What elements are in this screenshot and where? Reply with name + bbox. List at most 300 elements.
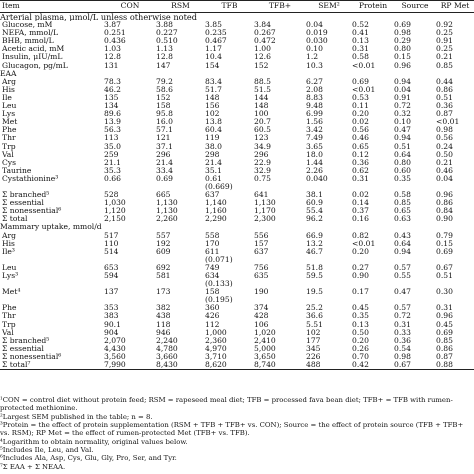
table-cell: 558 [205,231,220,240]
table-cell: 360 [205,304,220,313]
table-cell: 0.24 [436,142,453,151]
row-label: Leu [2,102,17,111]
table-cell: 60.5 [254,126,271,135]
table-row [0,102,474,110]
table-cell: 8,620 [205,361,254,370]
empty-cell [394,256,436,264]
table-cell: 438 [156,312,171,321]
table-cell: 0.25 [436,45,453,54]
table-cell: 0.14 [352,199,369,208]
empty-cell [156,183,205,191]
table-cell: 3.88 [156,21,173,30]
table-cell: 0.46 [352,134,369,143]
table-cell: 428 [254,312,269,321]
table-cell: 0.60 [394,166,411,175]
empty-cell [352,280,394,288]
table-cell: 0.11 [352,102,369,111]
table-cell: 0.56 [436,134,453,143]
table-cell: 0.91 [394,93,411,102]
table-cell: 56.3 [104,126,121,135]
table-cell: 0.69 [394,21,411,30]
table-cell: 0.46 [436,166,453,175]
table-cell: 1.2 [306,53,319,62]
table-cell: 0.80 [394,158,411,167]
table-cell: 0.51 [436,93,453,102]
table-cell: 0.55 [394,272,411,280]
table-cell: 0.35 [394,174,411,183]
table-cell: <0.01 [352,239,376,248]
empty-cell [394,280,436,288]
table-cell: 5,000 [254,344,276,353]
row-label: His [2,239,15,248]
table-row [0,53,474,61]
footnote: ⁶Includes Ala, Asp, Cys, Glu, Gly, Pro, Ser, and Tyr. [0,454,177,463]
row-label: BHB, mmol/L [2,37,54,46]
table-cell: 2,150 [104,215,126,224]
table-cell: 2,360 [205,336,227,345]
table-cell: 0.02 [352,191,369,200]
table-cell: 0.44 [436,77,453,86]
table-cell: 296 [254,150,269,159]
table-cell: 46.2 [104,85,121,94]
table-cell: 0.70 [352,352,369,361]
table-cell: 35.3 [104,166,121,175]
row-label: Glucose, mM [2,21,53,30]
table-cell: 13.2 [306,239,323,248]
table-cell: 0.87 [436,110,453,119]
table-cell: 95.8 [156,110,173,119]
table-cell: 0.30 [436,288,453,297]
table-cell: 1.00 [254,45,271,54]
table-cell: 131 [104,61,119,70]
table-cell: 22.9 [254,158,271,167]
table-cell: 90.1 [104,320,121,329]
table-cell: 0.15 [436,239,453,248]
table-cell: 0.98 [394,352,411,361]
table-cell: 0.10 [394,118,411,127]
table-cell: 0.235 [205,29,227,38]
column-header: CON [104,1,156,13]
table-cell: 0.02 [352,118,369,127]
table-cell: 0.94 [394,134,411,143]
table-row [0,94,474,102]
table-cell: 158 [156,102,171,111]
table-cell: 59.5 [306,272,323,280]
table-cell: 0.65 [352,142,369,151]
table-row [0,159,474,167]
table-cell: 0.37 [352,207,369,216]
table-cell: 79.2 [156,77,173,86]
table-cell: 100 [254,110,269,119]
table-cell: 0.467 [205,37,227,46]
table-cell: 2.08 [306,85,323,94]
table-cell: 0.85 [436,336,453,345]
footnotes [0,394,474,471]
table-row [0,353,474,361]
table-cell: 3.65 [306,142,323,151]
table-cell: 0.86 [436,85,453,94]
table-cell: 57.1 [156,126,173,135]
row-label: Σ total⁷ [0,361,104,370]
footnote: ⁵Includes Ile, Leu, and Val. [0,446,94,455]
table-row [0,126,474,134]
table-cell: 3,560 [104,352,126,361]
table-cell: 0.26 [352,344,369,353]
empty-cell [306,296,352,304]
table-cell: 37.1 [156,142,173,151]
empty-cell [436,296,474,304]
table-cell: 88.5 [254,77,271,86]
table-cell: 528 [104,191,119,200]
table-row [0,329,474,337]
table-row [0,337,474,345]
table-cell: 0.86 [436,199,453,208]
table-cell: 0.85 [436,61,453,70]
table-row [0,232,474,240]
table-cell: 0.94 [394,247,411,256]
empty-cell [0,183,104,191]
table-cell: 1.13 [156,45,173,54]
table-cell: 112 [205,320,220,329]
table-cell: 12.8 [104,53,121,62]
row-label: Thr [2,312,16,321]
table-cell: 298 [205,150,220,159]
footnote: ²Largest SEM published in the table; n = 8. [0,412,153,421]
table-cell: 226 [306,352,321,361]
table-cell: 0.96 [394,61,411,70]
section-header-row [0,70,474,78]
table-cell: 113 [104,134,119,143]
table-cell: 0.82 [352,231,369,240]
table-cell: 0.63 [394,215,411,224]
empty-cell [156,296,205,304]
table-row [0,321,474,329]
footnote: ³Protein = the effect of protein supplementation (RSM + TFB + TFB+ vs. CON); Source = the effect of protein source (TFB + TFB+ vs. RSM); RP Met = the effect of rumen-protected Met (TFB+ vs. TFB). [0,421,464,438]
table-subrow [0,280,474,288]
table-cell: 0.54 [394,344,411,353]
table-cell: 0.45 [436,320,453,329]
table-cell: 6.27 [306,77,323,86]
table-cell: 35.1 [205,166,222,175]
section-title: EAA [0,69,17,78]
table-cell: 0.35 [352,312,369,321]
row-label: Σ essential [2,344,44,353]
column-header: Protein [352,1,394,13]
row-label: Lys³ [2,272,19,280]
table-cell: 2,070 [104,336,126,345]
table-cell: 594 [104,272,119,280]
table-cell: 1,030 [104,199,126,208]
section-title: Mammary uptake, mmol/d [0,223,102,232]
table-cell: 8,740 [254,361,306,370]
table-cell: 382 [156,304,171,313]
table-cell: 0.80 [394,45,411,54]
table-cell: 2.26 [306,166,323,175]
table-cell: <0.01 [352,85,376,94]
table-cell: 0.227 [156,29,178,38]
table-cell: 0.21 [436,158,453,167]
table-cell: 0.31 [436,304,453,313]
table-cell: 0.56 [352,126,369,135]
table-cell: 0.12 [352,150,369,159]
table-cell: 3.87 [104,21,121,30]
table-cell: 904 [104,328,119,337]
table-row [0,272,474,280]
table-cell: 0.94 [394,77,411,86]
table-cell: 147 [156,61,171,70]
table-cell: 0.20 [352,336,369,345]
table-cell: 1,160 [205,207,227,216]
empty-cell [436,256,474,264]
table-cell: 1,130 [156,199,178,208]
table-row [0,199,474,207]
table-row [0,143,474,151]
table-cell: 34.9 [254,142,271,151]
table-row [0,191,474,199]
table-cell: 148 [254,102,269,111]
table-cell: 152 [254,61,269,70]
table-cell: <0.01 [352,61,376,70]
row-label: His [2,85,15,94]
table-row [0,37,474,45]
table-cell: 152 [156,93,171,102]
table-cell: 36.6 [306,312,323,321]
table-cell: 0.32 [394,110,411,119]
table-cell: 13.9 [104,118,121,127]
table-cell: 0.29 [394,37,411,46]
table-cell: 0.64 [394,150,411,159]
table-cell: 556 [254,231,269,240]
table-cell: 0.42 [352,361,394,370]
table-cell: 1,140 [205,199,227,208]
table-cell: 156 [205,102,220,111]
table-cell: 157 [254,239,269,248]
table-cell: 25.2 [306,304,323,313]
table-header-row [0,1,474,13]
table-cell: 177 [306,336,321,345]
table-cell: 0.86 [436,344,453,353]
table-cell: 0.50 [352,328,369,337]
table-row [0,207,474,215]
table-cell: 259 [104,150,119,159]
table-cell: 611 [205,247,220,256]
table-cell: 3.42 [306,126,323,135]
row-label: Acetic acid, mM [2,45,65,54]
table-cell: 8.83 [306,93,323,102]
empty-cell [254,183,306,191]
table-cell: 946 [156,328,171,337]
table-cell: 0.75 [254,174,271,183]
table-cell: 1,120 [104,207,126,216]
table-cell: 7,990 [104,361,156,370]
table-cell: 51.8 [306,263,323,272]
empty-cell [254,296,306,304]
table-row [0,118,474,126]
table-cell: 0.13 [352,320,369,329]
row-label: Phe [2,304,17,313]
table-cell: 345 [306,344,321,353]
table-cell: 296 [156,150,171,159]
table-cell: 0.61 [205,174,222,183]
table-cell: 4,970 [205,344,227,353]
original-value-cell: (0.133) [205,280,233,289]
table-cell: 0.66 [104,174,121,183]
table-cell: 58.6 [156,85,173,94]
table-cell: 1,000 [205,328,227,337]
table-cell: 0.33 [394,328,411,337]
row-label: Σ nonessential⁶ [2,352,62,361]
table-cell: 66.9 [306,231,323,240]
table-cell: 0.030 [306,37,328,46]
row-label: Trp [2,142,16,151]
empty-cell [104,183,156,191]
row-label: Leu [2,263,17,272]
table-cell: 135 [104,93,119,102]
row-label: Met⁴ [2,288,21,297]
table-cell: 0.72 [394,102,411,111]
table-cell: 0.67 [436,263,453,272]
table-cell: 665 [156,191,171,200]
table-cell: 118 [156,320,171,329]
table-cell: 21.1 [104,158,121,167]
table-cell: 0.79 [436,231,453,240]
table-cell: 0.45 [352,304,369,313]
empty-cell [104,256,156,264]
table-cell: 170 [205,239,220,248]
table-cell: 581 [156,272,171,280]
table-cell: 1.44 [306,158,323,167]
table-cell: 96.2 [306,215,323,224]
table-cell: 0.43 [394,231,411,240]
table-cell: 2,240 [156,336,178,345]
row-label: Lys [2,110,16,119]
table-cell: 0.47 [394,288,411,297]
empty-cell [306,183,352,191]
table-cell: 692 [156,263,171,272]
table-cell: 0.31 [352,174,369,183]
footnote: ¹CON = control diet without protein feed; RSM = rapeseed meal diet; TFB = processed fava bean diet; TFB+ = TFB with rumen-protected methionine. [0,396,453,413]
table-cell: 0.436 [104,37,126,46]
table-cell: 3.84 [254,21,271,30]
empty-cell [436,280,474,288]
table-cell: 0.267 [254,29,276,38]
table-cell: 0.84 [436,207,453,216]
row-label: Arg [2,231,16,240]
table-row [0,345,474,353]
table-cell: 609 [156,247,171,256]
table-row [0,86,474,94]
table-cell: 35.0 [104,142,121,151]
column-header: TFB [205,1,254,13]
table-cell: 106 [254,320,269,329]
table-cell: 102 [306,328,321,337]
table-cell: 3,710 [205,352,227,361]
row-label: Arg [2,77,16,86]
table-cell: 20.7 [254,118,271,127]
row-label: Ile [2,93,12,102]
table-cell: 1.17 [205,45,222,54]
table-cell: 0.51 [436,272,453,280]
empty-cell [436,183,474,191]
row-label: Σ branched⁵ [2,336,50,345]
table-row [0,78,474,86]
table-subrow [0,256,474,264]
table-cell: 16.0 [156,118,173,127]
table-cell: 0.27 [352,263,369,272]
table-row [0,151,474,159]
table-cell: 374 [254,304,269,313]
table-cell: 1,130 [254,199,276,208]
table-cell: 634 [205,272,220,280]
table-body [0,13,474,370]
table-row [0,62,474,70]
empty-cell [306,280,352,288]
table-cell: 0.69 [436,247,453,256]
table-row [0,110,474,118]
table-cell: 0.040 [306,174,328,183]
table-cell: 192 [156,239,171,248]
table-cell: 0.36 [394,336,411,345]
table-cell: 0.67 [394,361,436,370]
table-cell: 0.98 [394,29,411,38]
row-label: Val [2,328,14,337]
empty-cell [254,280,306,288]
table-cell: 0.21 [436,53,453,62]
empty-cell [352,256,394,264]
empty-cell [104,296,156,304]
table-cell: 653 [104,263,119,272]
table-cell: 0.64 [394,239,411,248]
table-cell: 0.91 [436,37,453,46]
table-cell: 635 [254,272,269,280]
row-label: Met [2,118,18,127]
empty-cell [156,256,205,264]
table-cell: 3.85 [205,21,222,30]
table-cell: 0.13 [352,37,369,46]
table-cell: 0.36 [352,158,369,167]
table-cell: 0.58 [352,53,369,62]
row-label: NEFA, mmol/L [2,29,59,38]
table-cell: 1.56 [306,118,323,127]
table-row [0,312,474,320]
row-label: Σ nonessential⁶ [2,207,62,216]
table-cell: 0.58 [394,191,411,200]
table-cell: 1,130 [156,207,178,216]
table-cell: 0.25 [436,29,453,38]
section-header-row [0,13,474,22]
table-cell: 46.7 [306,247,323,256]
table-cell: 0.15 [394,53,411,62]
table-cell: 2,290 [205,215,227,224]
table-cell: 0.31 [352,45,369,54]
original-value-cell: (0.071) [205,255,233,264]
table-cell: 83.4 [205,77,222,86]
column-header: TFB+ [254,1,306,13]
table-cell: 0.36 [436,102,453,111]
table-cell: 3,660 [156,352,178,361]
table-cell: 10.3 [306,61,323,70]
table-cell: 21.4 [156,158,173,167]
row-label: Trp [2,320,16,329]
table-cell: 0.51 [394,142,411,151]
empty-cell [0,280,104,288]
table-cell: 0.69 [436,328,453,337]
table-row [0,304,474,312]
table-cell: 12.6 [254,53,271,62]
table-row [0,21,474,29]
empty-cell [394,296,436,304]
table-cell: 4,780 [156,344,178,353]
